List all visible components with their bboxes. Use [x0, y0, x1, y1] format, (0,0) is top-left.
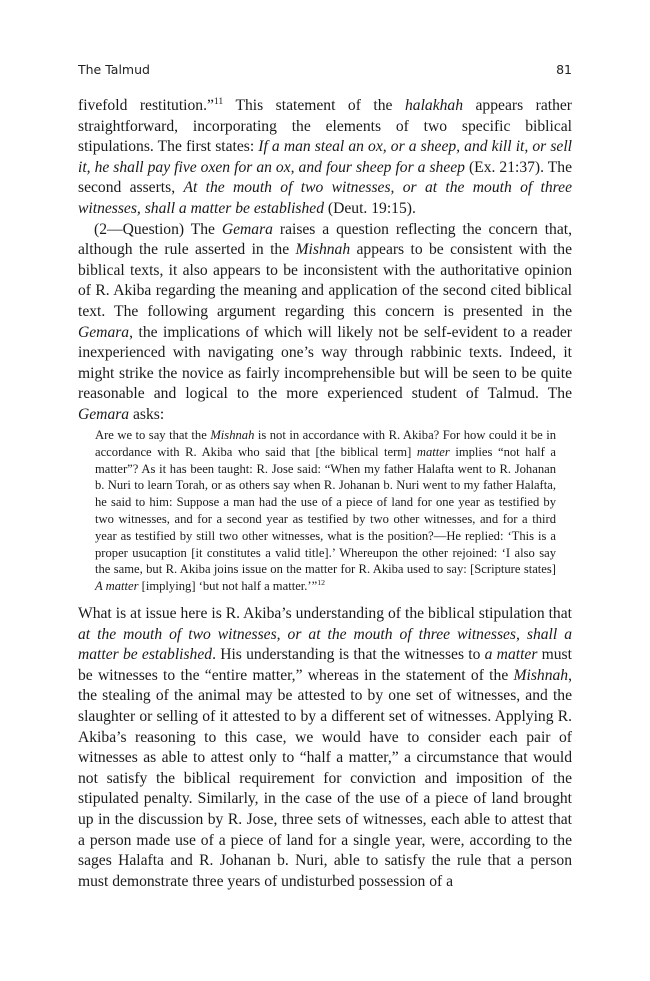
emphasis: If a man steal an ox, or a sheep, and kill it, or sell it, he shall pay five oxen for an ox, and four sheep for a sheep [78, 138, 572, 176]
quote-paragraph [95, 427, 556, 595]
footnote-ref-11: 11 [213, 95, 224, 107]
emphasis: Gemara [78, 405, 130, 423]
text-run: asks: [129, 405, 165, 423]
text-run: appears to be consistent with the biblical texts, it also appears to be inconsistent with the authoritative opinion of R. Akiba regarding the meaning and application of the second cited biblical text. The following argument regarding this concern is presented in the [78, 241, 572, 320]
paragraph-3 [78, 604, 572, 892]
body-text-bottom [78, 604, 572, 892]
text-run: [implying] ‘but not half a matter.’” [138, 579, 318, 594]
text-run: raises a question reflecting the concern that, although the rule asserted in the [78, 220, 572, 259]
text-run: , the implications of which will likely not be self-evident to a reader inexperienced with navigating one’s way through rabbinic texts. Indeed, it might strike the novice as fairly incomprehensible but will be seen to be quite reasonable and logical to the more experienced student of Talmud. The [78, 323, 572, 403]
text-run: Are we to say that the [95, 428, 211, 442]
page-number: 81 [556, 62, 572, 77]
emphasis: Gemara [221, 220, 273, 238]
text-run: (2—Question) The [94, 220, 222, 238]
emphasis: At the mouth of two witnesses, or at the mouth of three witnesses, shall a matter be established [78, 179, 572, 217]
text-run: , the stealing of the animal may be attested to by one set of witnesses, and the slaughter or selling of it attested to by a different set of witnesses. Applying R. Akiba’s reasoning to this case, we would have to consider each pair of witnesses as able to attest only to “half a matter,” a circumstance that would not satisfy the biblical requirement for conviction and imposition of the stipulated penalty. Similarly, in the case of the use of a piece of land brought up in the discussion by R. Jose, three sets of witnesses, each able to attest that a person made use of a piece of land for a single year, were, according to the sages Halafta and R. Johanan b. Nuri, able to satisfy the rule that a person must demonstrate three years of undisturbed possession of a [78, 666, 572, 890]
text-run: (Deut. 19:15). [324, 199, 416, 217]
paragraph-1 [78, 96, 572, 220]
text-run: . His understanding is that the witnesses to [212, 646, 485, 664]
emphasis: a matter [484, 646, 538, 664]
emphasis: Mishnah [210, 428, 255, 442]
emphasis: Mishnah [295, 241, 351, 259]
paragraph-2 [78, 220, 572, 426]
text-run: appears rather straightforward, incorporating the elements of two specific biblical stipulations. The first states: [78, 97, 572, 156]
footnote-ref-12: 12 [317, 577, 326, 587]
text-run: implies “not half a matter”? As it has been taught: R. Jose said: “When my father Halafta went to R. Johanan b. Nuri to learn Torah, or as others say when R. Johanan b. Nuri went to my father Halafta, he said to him: Suppose a man had the use of a piece of land for one year as testified by two witnesses, and for a second year as testified by two other witnesses, and for a third year as testified by still two other witnesses, what is the position?—He replied: ‘This is a proper usucaption [it constitutes a valid title].’ Whereupon the other rejoined: ‘I also say the same, but R. Akiba joins issue on the matter for R. Akiba used to say: [Scripture states] [95, 444, 556, 577]
emphasis: Gemara [78, 323, 130, 341]
text-run: fivefold restitution.” [78, 97, 214, 114]
body-text-top [78, 96, 572, 426]
emphasis: A matter [95, 579, 139, 594]
emphasis: Mishnah [513, 666, 569, 684]
emphasis: halakhah [404, 97, 464, 114]
text-run: This statement of the [223, 97, 405, 114]
text-run: (Ex. 21:37). The second asserts, [78, 158, 572, 197]
emphasis: at the mouth of two witnesses, or at the mouth of three witnesses, shall a matter be established [78, 625, 572, 664]
running-head [78, 62, 572, 77]
running-title: The Talmud [78, 62, 150, 77]
text-run: is not in accordance with R. Akiba? For how could it be in accordance with R. Akiba who said that [the biblical term] [95, 428, 557, 459]
text-run: must be witnesses to the “entire matter,” whereas in the statement of the [78, 646, 572, 684]
block-quote [95, 427, 556, 595]
emphasis: matter [416, 444, 450, 459]
text-run: What is at issue here is R. Akiba’s understanding of the biblical stipulation that [78, 605, 572, 622]
